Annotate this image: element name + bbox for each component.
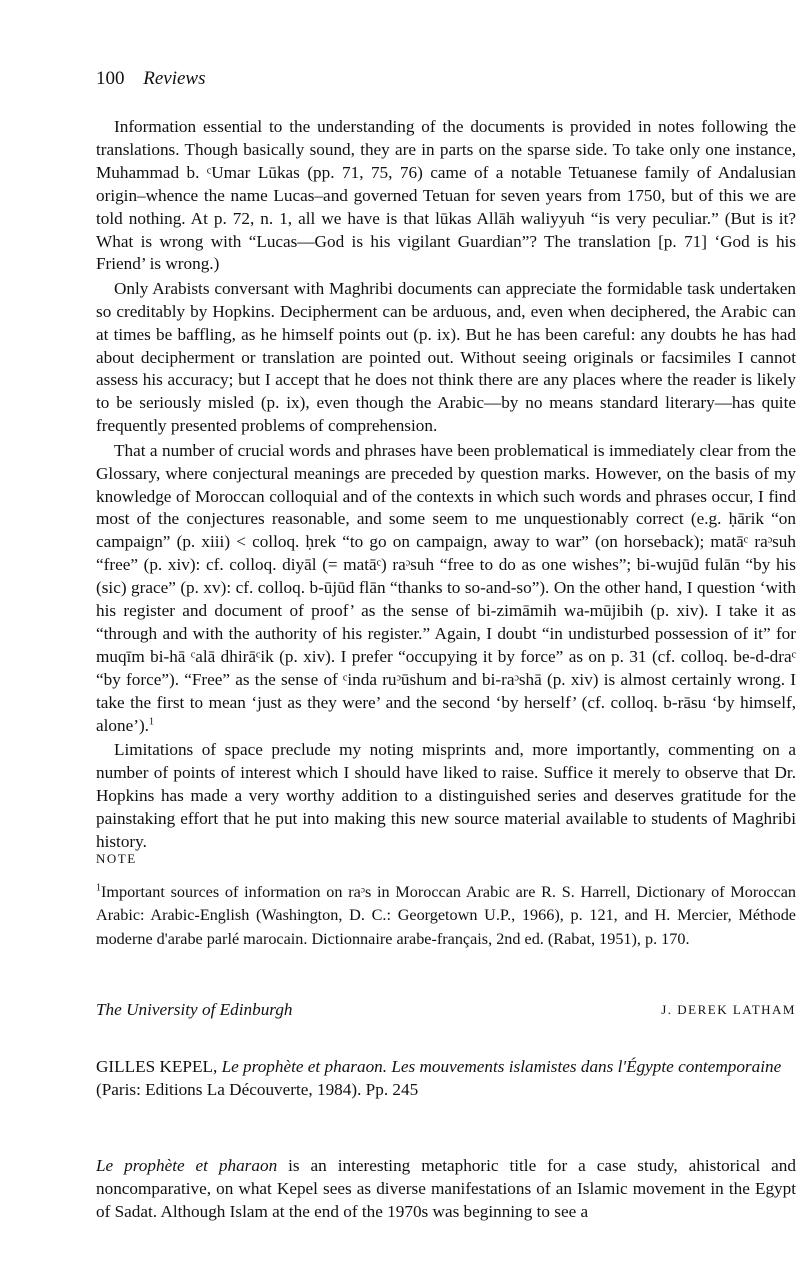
opening-title: Le prophète et pharaon: [96, 1156, 278, 1175]
review-body-text: [96, 116, 796, 855]
paragraph-notes-critique: Information essential to the understanding of the documents is provided in notes following the translations. Though basically sound, they are in parts on the sparse side. To take only one instance, Muhammad b. ᶜUmar Lūkas (pp. 71, 75, 76) came of a notable Tetuanese family of Andalusian origin–whence the name Lucas–and governed Tetuan for seven years from 1750, but of this we are told nothing. At p. 72, n. 1, all we have is that lūkas Allāh waliyyuh “is very peculiar.” (But is it? What is wrong with “Lucas—God is his vigilant Guardian”? The translation [p. 71] ‘God is his Friend’ is wrong.): [96, 117, 796, 274]
footnote: [96, 881, 796, 951]
paragraph-glossary: [96, 440, 796, 738]
paragraph-conclusion: Limitations of space preclude my noting misprints and, more importantly, commenting on a number of points of interest which I should have liked to raise. Suffice it merely to observe that Dr. Hopkins has made a very worthy addition to a distinguished series and deserves gratitude for the painstaking effort that he put into making this new source material available to students of Maghribi history.: [96, 739, 796, 851]
opening-text: is an interesting metaphoric title for a case study, ahistorical and noncomparative, on what Kepel sees as diverse manifestations of an Islamic movement in the Egypt of Sadat. Although Islam at the end of the 1970s was beginning to see a: [96, 1156, 796, 1222]
running-title: Reviews: [143, 68, 206, 89]
next-review-citation: [96, 1055, 796, 1101]
running-header: [96, 68, 206, 90]
reviewed-publication: (Paris: Editions La Découverte, 1984). Pp. 245: [96, 1080, 419, 1099]
footnote-reference: 1: [148, 715, 154, 727]
page-number: 100: [96, 68, 125, 89]
footnote-marker: 1: [96, 882, 101, 894]
reviewed-author: GILLES KEPEL,: [96, 1057, 218, 1076]
reviewer-institution: The University of Edinburgh: [96, 1000, 293, 1019]
reviewer-signature: [96, 1000, 796, 1020]
paragraph-decipherment: Only Arabists conversant with Maghribi documents can appreciate the formidable task undertaken so creditably by Hopkins. Decipherment can be arduous, and, even when deciphered, the Arabic can at times be baffling, as he himself points out (p. ix). But he has been careful: any doubts he has had about decipherment or translation are pointed out. Without seeing originals or facsimiles I cannot assess his accuracy; but I accept that he does not think there are any places where the reader is likely to be seriously misled (p. ix), even though the Arabic—by no means standard literary—has quite frequently presented problems of comprehension.: [96, 278, 796, 436]
reviewer-name: J. DEREK LATHAM: [661, 1002, 796, 1017]
footnote-text: Important sources of information on raᵓs in Moroccan Arabic are R. S. Harrell, Dictionary of Moroccan Arabic: Arabic-English (Washington, D. C.: Georgetown U.P., 1966), p. 121, and H. Mercier, Méthode moderne d'arabe parlé marocain. Dictionnaire arabe-français, 2nd ed. (Rabat, 1951), p. 170.: [96, 883, 796, 948]
next-review-opening: [96, 1154, 796, 1224]
reviewed-title: Le prophète et pharaon. Les mouvements islamistes dans l'Égypte contemporaine: [221, 1057, 782, 1076]
note-heading: NOTE: [96, 851, 137, 866]
paragraph-glossary-text: That a number of crucial words and phrases have been problematical is immediately clear from the Glossary, where conjectural meanings are preceded by question marks. However, on the basis of my knowledge of Moroccan colloquial and of the contexts in which such words and phrases occur, I find most of the conjectures reasonable, and some seem to me unquestionably correct (e.g. ḥārik “on campaign” (p. xiii) < colloq. ḥrek “to go on campaign, away to war” (on horseback); matāᶜ raᵓsuh “free” (p. xiv): cf. colloq. diyāl (= matāᶜ) raᵓsuh “free to do as one wishes”; bi-wujūd fulān “by his (sic) grace” (p. xv): cf. colloq. b-ūjūd flān “thanks to so-and-so”). On the other hand, I question ‘with his register and document of proof’ as the sense of bi-zimāmih wa-mūjibih (p. xiv). I take it as “through and with the authority of his register.” Again, I doubt “in undisturbed possession of it” for muqīm bi-hā ᶜalā dhirāᶜik (p. xiv). I prefer “occupying it by force” as on p. 31 (cf. colloq. be-d-draᶜ “by force”). “Free” as the sense of ᶜinda ruᵓūshum and bi-raᵓshā (p. xiv) is almost certainly wrong. I take the first to mean ‘just as they were’ and the second ‘by herself’ (cf. colloq. b-rāsu ‘by himself, alone’).: [96, 440, 796, 735]
